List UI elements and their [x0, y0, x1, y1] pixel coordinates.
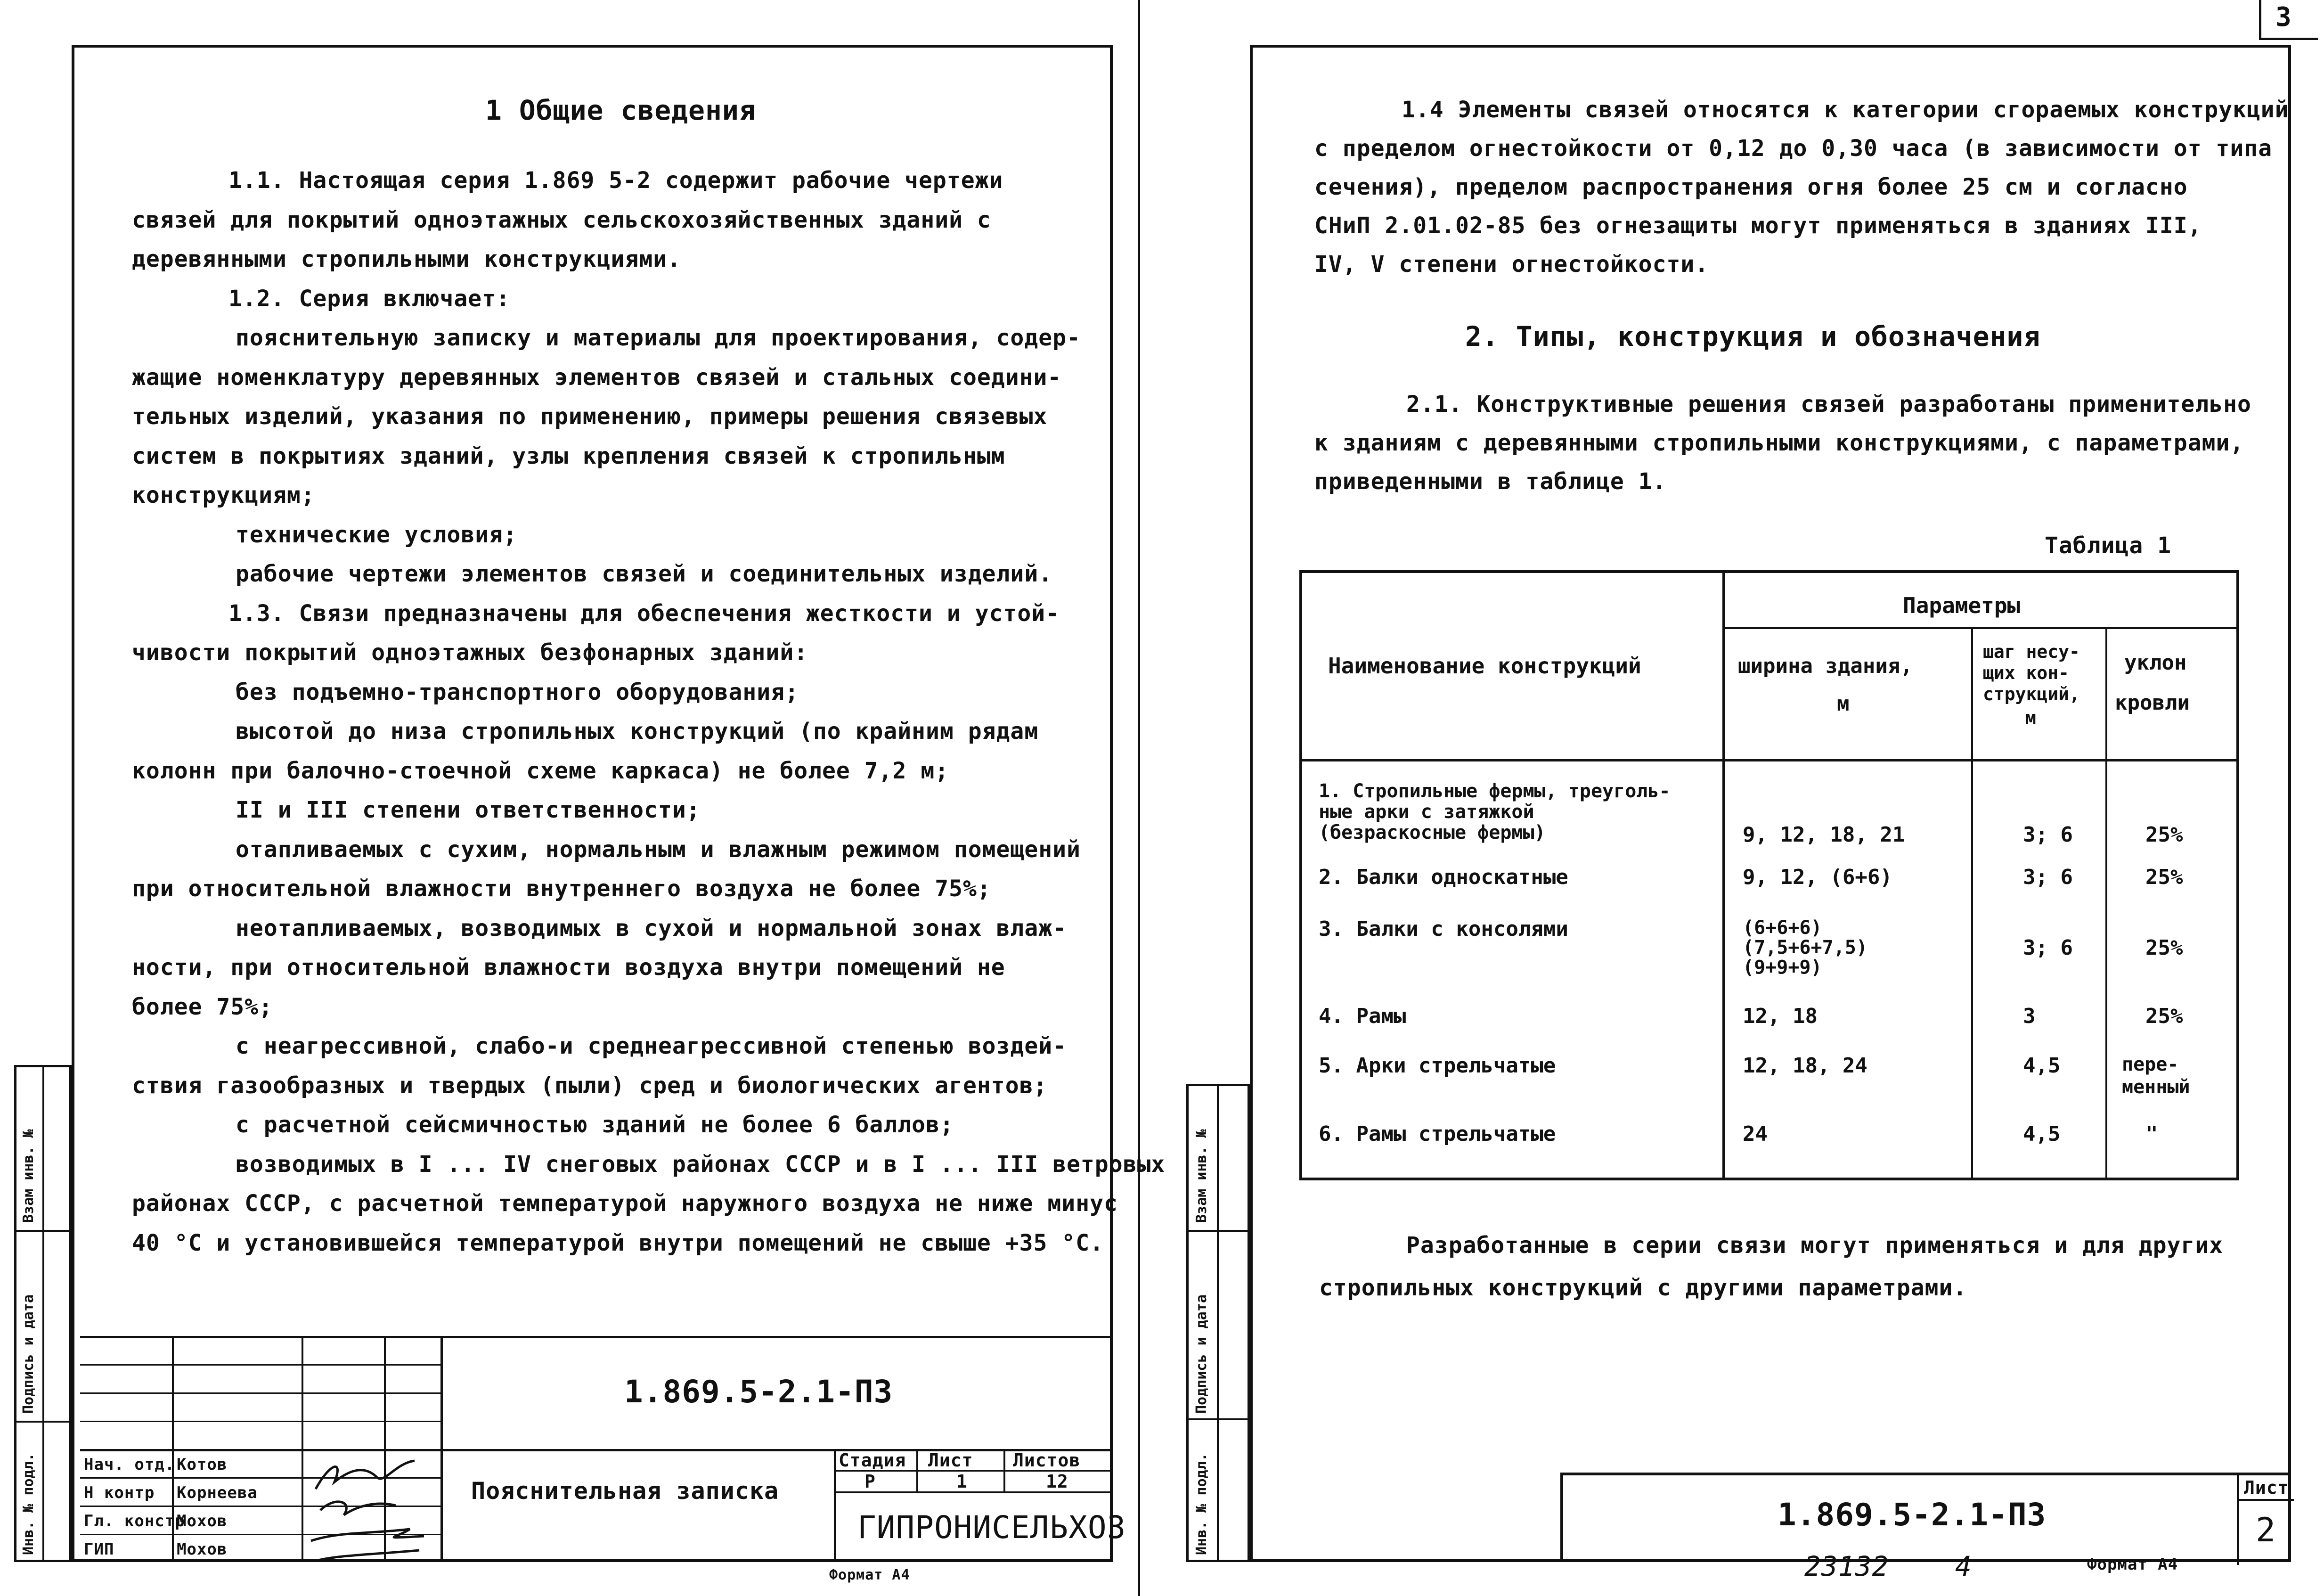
- right-side-stamp: [1186, 1084, 1250, 1562]
- left-body-line: систем в покрытиях зданий, узлы крепления связей к стропильным: [132, 442, 1005, 469]
- row-name: 4. Рамы: [1319, 1004, 1406, 1028]
- table-caption: Таблица 1: [2045, 532, 2172, 559]
- left-body-line: при относительной влажности внутреннего воздуха не более 75%;: [132, 876, 991, 902]
- person-name: Котов: [177, 1455, 228, 1474]
- org-name: ГИПРОНИСЕЛЬХОЗ: [857, 1509, 1126, 1546]
- left-body-line: тельных изделий, указания по применению, примеры решения связевых: [132, 403, 1048, 430]
- row-name: 6. Рамы стрельчатые: [1319, 1122, 1556, 1146]
- left-body-line: с расчетной сейсмичностью зданий не более 6 баллов;: [236, 1112, 954, 1138]
- left-title-block: [80, 1336, 1126, 1562]
- step-header-3: струкций,: [1983, 684, 2080, 704]
- row-slope: ": [2145, 1122, 2158, 1146]
- right-intro-line: сечения), пределом распространения огня более 25 см и согласно: [1314, 174, 2188, 200]
- stage-header: Стадия: [839, 1450, 906, 1471]
- left-body-line: районах СССР, с расчетной температурой наружного воздуха не ниже минус: [132, 1190, 1118, 1217]
- sheet-value: 1: [956, 1471, 968, 1492]
- stamp-inventory: Инв. № подл.: [20, 1453, 37, 1555]
- stage-value: Р: [864, 1471, 876, 1492]
- r-stamp-substitute: Взам инв. №: [1193, 1129, 1210, 1223]
- right-para21-line: приведенными в таблице 1.: [1314, 468, 1667, 495]
- parameters-table: [1299, 570, 2239, 1180]
- width-header-2: м: [1837, 692, 1850, 716]
- row-slope: менный: [2122, 1076, 2190, 1098]
- row-step: 3; 6: [2023, 823, 2073, 847]
- row-name: 1. Стропильные фермы, треуголь-: [1319, 780, 1671, 802]
- r-stamp-signature-date: Подпись и дата: [1193, 1294, 1210, 1414]
- left-body-line: пояснительную записку и материалы для проектирования, содер-: [236, 325, 1081, 351]
- right-sheet-number: 2: [2256, 1511, 2276, 1549]
- row-step: 3; 6: [2023, 936, 2073, 960]
- right-heading2: 2. Типы, конструкция и обозначения: [1465, 320, 2041, 352]
- corner-mark-box: [2259, 0, 2318, 40]
- r-stamp-inventory: Инв. № подл.: [1193, 1453, 1210, 1555]
- row-width: 12, 18: [1743, 1004, 1818, 1028]
- signatures: [302, 1444, 443, 1562]
- left-body-line: колонн при балочно-стоечной схеме каркаса) не более 7,2 м;: [132, 757, 949, 784]
- person-name: Мохов: [177, 1512, 228, 1531]
- sheets-value: 12: [1046, 1471, 1068, 1492]
- row-name: 2. Балки односкатные: [1319, 865, 1568, 889]
- row-slope: 25%: [2145, 865, 2183, 889]
- closing-line: Разработанные в серии связи могут применяться и для других: [1406, 1232, 2224, 1259]
- right-para21-line: к зданиям с деревянными стропильными конструкциями, с параметрами,: [1314, 430, 2244, 456]
- row-name: 5. Арки стрельчатые: [1319, 1054, 1556, 1078]
- right-title-block: [1560, 1473, 2291, 1562]
- step-header-2: щих кон-: [1983, 663, 2070, 683]
- left-body-line: деревянными стропильными конструкциями.: [132, 246, 682, 272]
- left-body-line: технические условия;: [236, 521, 517, 548]
- name-header: Наименование конструкций: [1328, 653, 1641, 679]
- step-header-1: шаг несу-: [1983, 641, 2080, 662]
- slope-header-2: кровли: [2115, 691, 2190, 715]
- row-width: (9+9+9): [1743, 957, 1822, 978]
- corner-mark: 3: [2275, 2, 2292, 33]
- left-body-line: рабочие чертежи элементов связей и соединительных изделий.: [236, 561, 1053, 587]
- row-name: (безраскосные фермы): [1319, 822, 1546, 843]
- row-slope: 25%: [2145, 1004, 2183, 1028]
- row-width: 24: [1743, 1122, 1768, 1146]
- left-body-line: жащие номенклатуру деревянных элементов связей и стальных соедини-: [132, 364, 1062, 391]
- left-side-stamp: [14, 1065, 72, 1562]
- person-name: Корнеева: [177, 1483, 258, 1502]
- right-intro-line: с пределом огнестойкости от 0,12 до 0,30 часа (в зависимости от типа: [1314, 135, 2273, 162]
- row-width: 9, 12, (6+6): [1743, 865, 1892, 889]
- row-name: 3. Балки с консолями: [1319, 917, 1568, 941]
- archive-sheet: 4: [1955, 1550, 1972, 1582]
- right-sheet-header: Лист: [2244, 1477, 2289, 1498]
- sheet-header: Лист: [928, 1450, 973, 1471]
- left-body-line: без подъемно-транспортного оборудования;: [236, 679, 799, 705]
- left-body-line: II и III степени ответственности;: [236, 797, 701, 823]
- left-body-line: 1.3. Связи предназначены для обеспечения жесткости и устой-: [228, 600, 1060, 627]
- left-doc-code: 1.869.5-2.1-ПЗ: [624, 1374, 893, 1410]
- person-role: ГИП: [84, 1540, 114, 1559]
- person-role: Нач. отд.: [84, 1455, 175, 1474]
- row-width: (7,5+6+7,5): [1743, 937, 1867, 958]
- left-body-line: отапливаемых с сухим, нормальным и влажным режимом помещений: [236, 836, 1081, 863]
- width-header-1: ширина здания,: [1738, 654, 1913, 678]
- left-body-line: возводимых в I ... IV снеговых районах СССР и в I ... III ветровых: [236, 1151, 1166, 1178]
- step-header-4: м: [2025, 707, 2036, 728]
- row-slope: 25%: [2145, 823, 2183, 847]
- left-body-line: связей для покрытий одноэтажных сельскохозяйственных зданий с: [132, 206, 991, 233]
- row-step: 4,5: [2023, 1122, 2061, 1146]
- left-body-line: чивости покрытий одноэтажных безфонарных зданий:: [132, 639, 808, 666]
- stamp-substitute: Взам инв. №: [20, 1129, 37, 1223]
- left-body-line: ствия газообразных и твердых (пыли) сред и биологических агентов;: [132, 1072, 1048, 1099]
- right-intro-line: 1.4 Элементы связей относятся к категории сгораемых конструкций: [1402, 97, 2289, 123]
- right-intro-line: СНиП 2.01.02-85 без огнезащиты могут применяться в зданиях III,: [1314, 213, 2202, 239]
- person-role: Гл. констр: [84, 1512, 185, 1531]
- page-divider: [1138, 0, 1140, 1596]
- row-step: 3; 6: [2023, 865, 2073, 889]
- params-header: Параметры: [1903, 593, 2021, 618]
- left-body-line: 1.2. Серия включает:: [228, 285, 510, 312]
- row-width: 12, 18, 24: [1743, 1054, 1867, 1078]
- closing-line: стропильных конструкций с другими параметрами.: [1319, 1275, 1967, 1301]
- slope-header-1: уклон: [2124, 651, 2187, 675]
- row-step: 3: [2023, 1004, 2036, 1028]
- left-body-line: высотой до низа стропильных конструкций (по крайним рядам: [236, 718, 1039, 745]
- row-name: ные арки с затяжкой: [1319, 801, 1534, 823]
- left-body-line: с неагрессивной, слабо-и среднеагрессивной степенью воздей-: [236, 1033, 1067, 1059]
- right-format-label: Формат А4: [2087, 1555, 2178, 1574]
- left-body-line: 40 °С и установившейся температурой внутри помещений не свыше +35 °С.: [132, 1229, 1104, 1256]
- person-name: Мохов: [177, 1540, 228, 1559]
- left-body-line: неотапливаемых, возводимых в сухой и нормальной зонах влаж-: [236, 915, 1067, 941]
- left-body-line: ности, при относительной влажности воздуха внутри помещений не: [132, 954, 1005, 981]
- right-intro-line: IV, V степени огнестойкости.: [1314, 251, 1709, 278]
- left-heading: 1 Общие сведения: [485, 94, 756, 126]
- person-role: Н контр: [84, 1483, 155, 1502]
- row-width: (6+6+6): [1743, 917, 1822, 939]
- left-body-line: конструкциям;: [132, 482, 315, 508]
- right-doc-code: 1.869.5-2.1-ПЗ: [1778, 1497, 2047, 1533]
- sheets-header: Листов: [1013, 1450, 1081, 1471]
- row-slope: 25%: [2145, 936, 2183, 960]
- left-body-line: 1.1. Настоящая серия 1.869 5-2 содержит рабочие чертежи: [228, 167, 1003, 194]
- row-width: 9, 12, 18, 21: [1743, 823, 1905, 847]
- left-format-label: Формат А4: [829, 1567, 910, 1583]
- left-body-line: более 75%;: [132, 993, 273, 1020]
- left-doc-name: Пояснительная записка: [471, 1477, 779, 1505]
- row-step: 4,5: [2023, 1054, 2061, 1078]
- right-para21-line: 2.1. Конструктивные решения связей разработаны применительно: [1406, 391, 2251, 417]
- row-slope: пере-: [2122, 1054, 2179, 1075]
- stamp-signature-date: Подпись и дата: [20, 1294, 37, 1414]
- archive-number: 23132: [1804, 1550, 1889, 1582]
